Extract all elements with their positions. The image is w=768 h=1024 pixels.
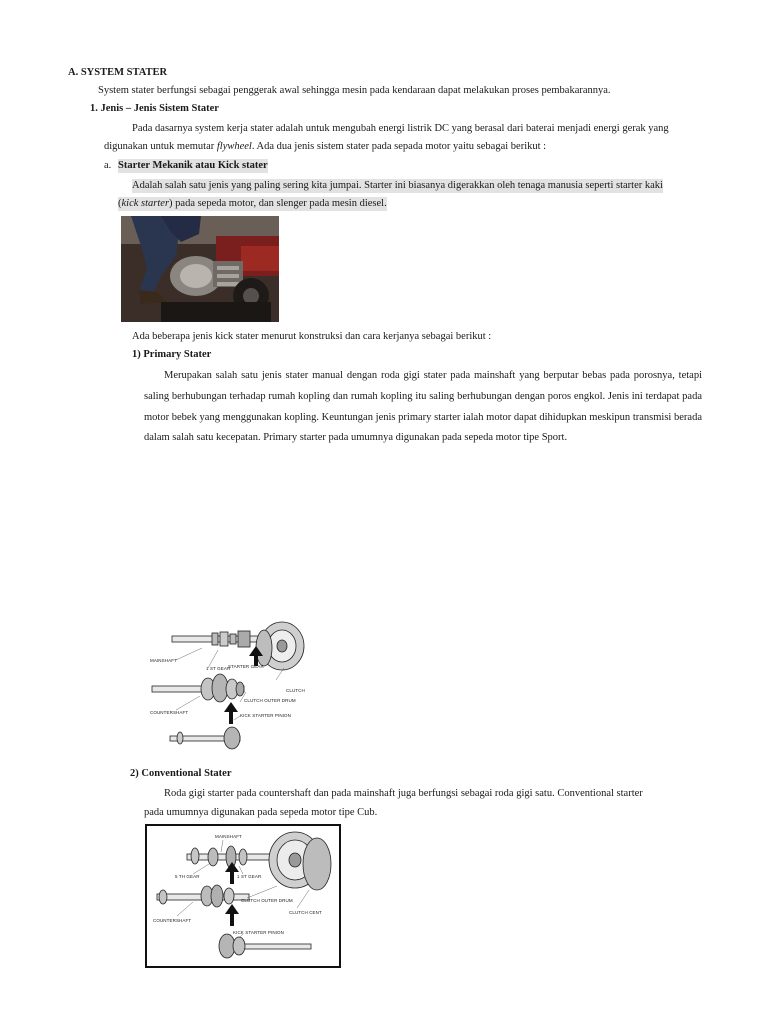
- text-segment: digunakan untuk memutar: [104, 141, 217, 152]
- text-segment: . Ada dua jenis sistem stater pada sepada motor yaitu sebagai berikut :: [251, 141, 547, 152]
- subsection-heading: 1. Jenis – Jenis Sistem Stater: [90, 103, 219, 114]
- label-mainshaft-2: MAINSHAFT: [215, 834, 242, 839]
- label-countershaft-2: COUNTERSHAFT: [153, 918, 192, 923]
- label-starter-gear: STARTER GEAR: [228, 664, 264, 669]
- text-segment: ) pada sepeda motor, dan slenger pada mesin diesel.: [169, 198, 387, 209]
- kick-starter-photo: [121, 216, 279, 322]
- label-1st-gear-2: 1 ST GEAR: [237, 874, 262, 879]
- item-a-heading: Starter Mekanik atau Kick stater: [118, 160, 268, 171]
- label-clutch-cent: CLUTCH CENT: [289, 910, 322, 915]
- conventional-line1: Roda gigi starter pada countershaft dan pada mainshaft juga berfungsi sebagai roda gigi satu. Conventional starter: [164, 788, 643, 799]
- primary-heading: 1) Primary Stater: [132, 349, 212, 360]
- label-kick-starter-pinion-2: KICK STARTER PINION: [233, 930, 284, 935]
- kick-types-intro: Ada beberapa jenis kick stater menurut konstruksi dan cara kerjanya sebagai berikut :: [132, 331, 492, 342]
- label-countershaft: COUNTERSHAFT: [150, 710, 189, 715]
- text-segment: (: [118, 198, 122, 209]
- section-heading: A. SYSTEM STATER: [68, 67, 168, 78]
- conventional-line2: pada umumnya digunakan pada sepeda motor tipe Cub.: [144, 807, 378, 818]
- conventional-stater-diagram: [145, 824, 341, 968]
- item-a-line2: [118, 197, 387, 211]
- conventional-stater-diagram-art: [147, 826, 339, 966]
- label-clutch-outer-drum-2: CLUTCH OUTER DRUM: [241, 898, 293, 903]
- section-intro: System stater berfungsi sebagai penggerak awal sehingga mesin pada kendaraan dapat melakukan proses pembakarannya.: [98, 85, 611, 96]
- primary-stater-diagram: [146, 620, 310, 752]
- primary-paragraph: Merupakan salah satu jenis stater manual dengan roda gigi stater pada mainshaft yang berputar bebas pada porosnya, tetapi saling berhubungan terhadap rumah kopling dan rumah kopling itu saling berhubungan dengan poros engkol. Jenis ini terdapat pada motor bebek yang menggunakan kopling. Keuntungan jenis primary starter ialah motor dapat dihidupkan meskipun transmisi berada dalam salah satu kecepatan. Primary starter pada umumnya digunakan pada sepeda motor tipe Sport.: [144, 370, 702, 444]
- text-italic-kick-starter: kick starter: [121, 198, 170, 209]
- label-5th-gear: 5 TH GEAR: [175, 874, 200, 879]
- text-italic-flywheel: flywheel: [216, 141, 252, 152]
- label-clutch: CLUTCH: [286, 688, 305, 693]
- label-clutch-outer-drum: CLUTCH OUTER DRUM: [244, 698, 296, 703]
- label-mainshaft: MAINSHAFT: [150, 658, 177, 663]
- label-1st-gear: 1 ST GEAR: [206, 666, 231, 671]
- primary-stater-diagram-art: [146, 620, 310, 752]
- label-kick-starter-pinion: KICK STARTER PINION: [240, 713, 291, 718]
- item-a-line1: Adalah salah satu jenis yang paling sering kita jumpai. Starter ini biasanya digerakkan oleh tenaga manusia seperti starter kaki: [132, 180, 663, 191]
- intro-paragraph-line1: Pada dasarnya system kerja stater adalah untuk mengubah energi listrik DC yang berasal dari baterai menjadi energi gerak yang: [132, 123, 669, 134]
- conventional-heading: 2) Conventional Stater: [130, 768, 232, 779]
- list-marker-a: a.: [104, 160, 112, 171]
- kick-starter-photo-art: [121, 216, 279, 322]
- intro-paragraph-line2: [104, 140, 546, 154]
